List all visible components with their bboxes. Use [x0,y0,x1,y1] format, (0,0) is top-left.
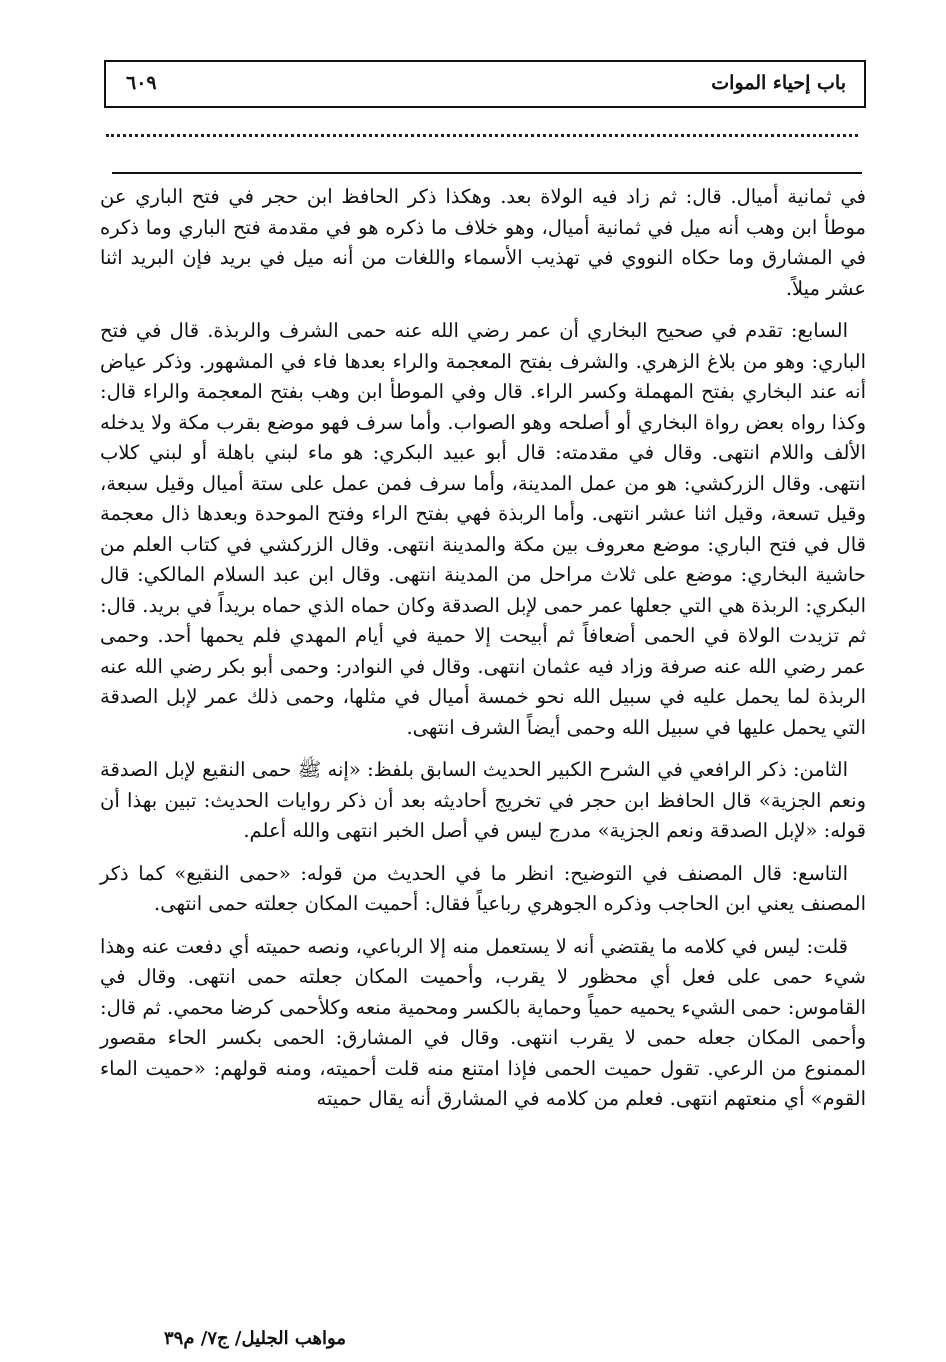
page-number: ٦٠٩ [126,72,157,94]
paragraph-4: التاسع: قال المصنف في التوضيح: انظر ما في الحديث من قوله: «حمى النقيع» كما ذكر المصنف يعني ابن الحاجب وذكره الجوهري رباعياً فقال: أحميت المكان جعلته حمى انتهى. [100,861,866,915]
paragraph-1: في ثمانية أميال. قال: ثم زاد فيه الولاة بعد. وهكذا ذكر الحافظ ابن حجر في فتح الباري عن موطأ ابن وهب أنه ميل في ثمانية أميال، وهو خلاف ما ذكره هو في مقدمة فتح الباري وما ذكره في المشارق وما حكاه النووي في تهذيب الأسماء واللغات من أنه ميل في بريد فإن البريد اثنا عشر ميلاً. [100,185,866,300]
solid-divider [112,172,862,174]
running-header [104,60,866,108]
paragraph-5: قلت: ليس في كلامه ما يقتضي أنه لا يستعمل منه إلا الرباعي، ونصه حميته أي دفعت عنه وهذا شيء حمى على فعل أي محظور لا يقرب، وأحميت المكان جعلته حمى انتهى. وقال في القاموس: حمى الشيء يحميه حمياً وحماية بالكسر ومحمية منعه وكلأحمى كرضا محمي. ثم قال: وأحمى المكان جعله حمى لا يقرب انتهى. وقال في المشارق: الحمى بكسر الحاء مقصور الممنوع من الرعي. تقول حميت الحمى فإذا امتنع منه قلت أحميته، ومنه قولهم: «حميت الماء القوم» أي منعتهم انتهى. فعلم من كلامه في المشارق أنه يقال حميته [100,934,866,1110]
paragraph-2: السابع: تقدم في صحيح البخاري أن عمر رضي الله عنه حمى الشرف والربذة. قال في فتح الباري: وهو من بلاغ الزهري. والشرف بفتح المعجمة والراء بعدها فاء في المشهور. وذكر عياض أنه عند البخاري بفتح المهملة وكسر الراء. قال وفي الموطأ ابن وهب بفتح المعجمة والراء قال: وكذا رواه بعض رواة البخاري أو أصلحه وهو الصواب. وأما سرف فهو موضع بقرب مكة ولا يدخله الألف واللام انتهى. وقال في مقدمته: قال أبو عبيد البكري: هو ماء لبني باهلة أو لبني كلاب انتهى. وقال الزركشي: هو من عمل المدينة، وأما سرف فمن عمل على ستة أميال وقيل سبعة، وقيل تسعة، وقيل اثنا عشر انتهى. وأما الربذة فهي بفتح الراء وفتح الموحدة وبعدها ذال معجمة قال في فتح الباري: موضع معروف بين مكة والمدينة انتهى. وقال الزركشي في كتاب العلم من حاشية البخاري: موضع على ثلاث مراحل من المدينة انتهى. وقال ابن عبد السلام المالكي: قال البكري: الربذة هي التي جعلها عمر حمى لإبل الصدقة وكان حماه الذي حماه بريداً في بريد. قال: ثم تزيدت الولاة في الحمى أضعافاً ثم أبيحت إلا حمية في أيام المهدي فلم يحمها أحد. وحمى عمر رضي الله عنه صرفة وزاد فيه عثمان انتهى. وقال في النوادر: وحمى أبو بكر رضي الله عنه الربذة لما يحمل عليه في سبيل الله نحو خمسة أميال في مثلها، وحمى ذلك عمر لإبل الصدقة التي يحمل عليها في سبيل الله وحمى أيضاً الشرف انتهى. [100,319,866,739]
paragraph-3: الثامن: ذكر الرافعي في الشرح الكبير الحديث السابق بلفظ: «إنه ﷺ حمى النقيع لإبل الصدقة ونعم الجزية» قال الحافظ ابن حجر في تخريج أحاديثه بعد أن ذكر روايات الحديث: تبين بهذا أن قوله: «لإبل الصدقة ونعم الجزية» مدرج ليس في أصل الخبر انتهى والله أعلم. [100,758,866,842]
dotted-divider [106,134,858,137]
main-text [100,182,866,1127]
signature-mark: مواهب الجليل/ ج٧/ م٣٩ [164,1328,346,1349]
chapter-title: باب إحياء الموات [711,72,846,94]
